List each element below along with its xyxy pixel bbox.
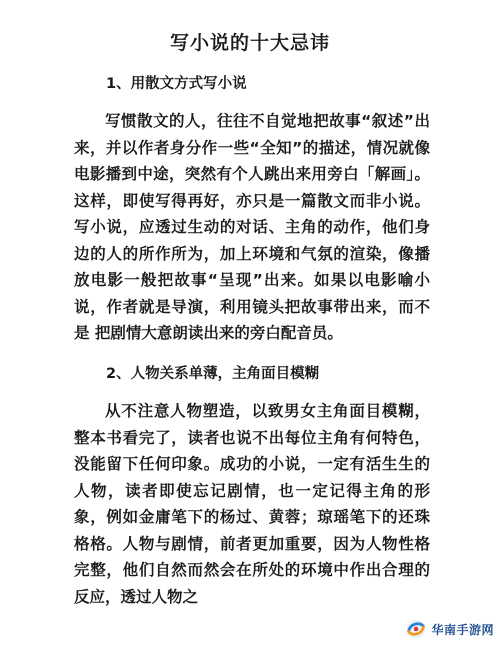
swirl-logo-icon <box>405 618 427 640</box>
page-title: 写小说的十大忌讳 <box>169 32 330 54</box>
section-heading-1: 1、用散文方式写小说 <box>106 76 247 92</box>
section-paragraph-2: 从不注意人物塑造，以致男女主角面目模糊，整本书看完了，读者也说不出每位主角有何特色，没能留下任何印象。成功的小说，一定有活生生的人物，读者即使忘记剧情，也一定记得主角的形象，例如金庸笔下的杨过、黄蓉；琼瑶笔下的还珠格格。人物与剧情，前者更加重要，因为人物性格完整，他们自然而然会在所处的环境中作出合理的反应，透过人物之 <box>74 402 430 606</box>
site-watermark <box>405 618 494 640</box>
section-heading-2: 2、人物关系单薄，主角面目模糊 <box>106 366 320 382</box>
section-paragraph-1: 写惯散文的人，往往不自觉地把故事“叙述”出来，并以作者身分作一些“全知”的描述，情况就像电影播到中途，突然有个人跳出来用旁白「解画」。这样，即使写得再好，亦只是一篇散文而非小说。写小说，应透过生动的对话、主角的动作，他们身边的人的所作所为，加上环境和气氛的渲染，像播放电影一般把故事“呈现”出来。如果以电影喻小说，作者就是导演，利用镜头把故事带出来，而不是 把剧情大意朗读出来的旁白配音员。 <box>74 112 430 342</box>
watermark-text: 华南手游网 <box>431 622 494 637</box>
